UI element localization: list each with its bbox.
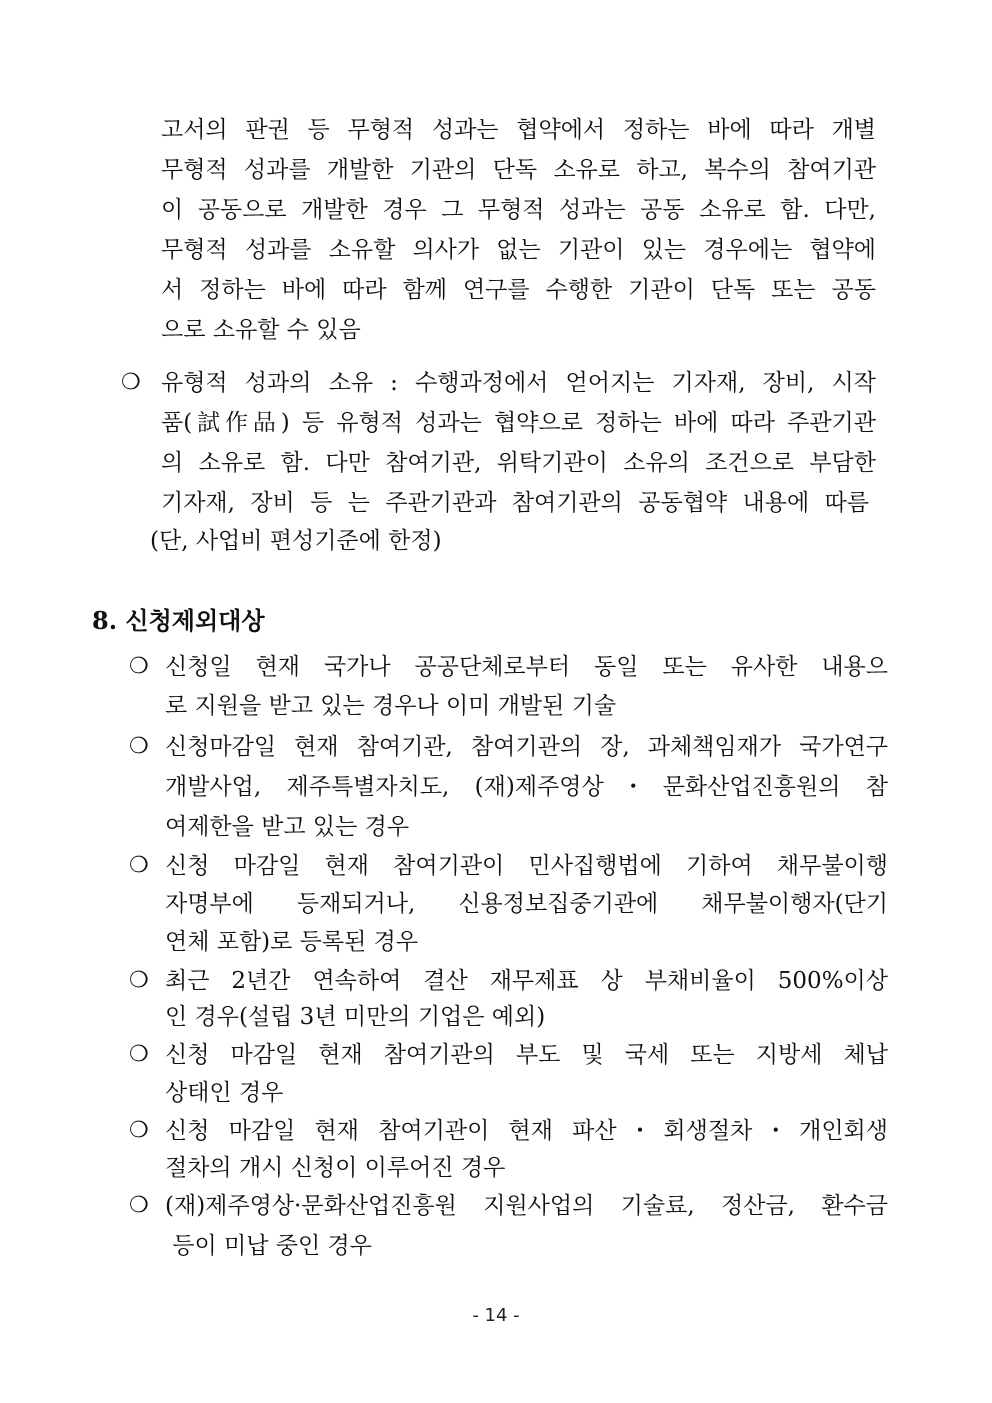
item-line: 연체 포함)로 등록된 경우 <box>165 929 419 955</box>
item-line: 등이 미납 중인 경우 <box>165 1233 372 1259</box>
item-line: 유형적 성과의 소유 : 수행과정에서 얻어지는 기자재, 장비, 시작 <box>161 370 876 396</box>
paragraph-line: 으로 소유할 수 있음 <box>161 317 361 343</box>
item-line: 여제한을 받고 있는 경우 <box>165 814 410 840</box>
item-line: 상태인 경우 <box>165 1080 284 1106</box>
paragraph-line: 고서의 판권 등 무형적 성과는 협약에서 정하는 바에 따라 개별 <box>161 117 876 143</box>
paragraph-line: 무형적 성과를 개발한 기관의 단독 소유로 하고, 복수의 참여기관 <box>161 157 876 183</box>
circle-bullet-icon: ❍ <box>129 734 149 759</box>
item-line: 기자재, 장비 등 는 주관기관과 참여기관의 공동협약 내용에 따름 <box>161 490 869 516</box>
circle-bullet-icon: ❍ <box>129 1193 149 1218</box>
paragraph-line: 서 정하는 바에 따라 함께 연구를 수행한 기관이 단독 또는 공동 <box>161 277 876 303</box>
item-line: 신청 마감일 현재 참여기관이 현재 파산・회생절차・개인회생 <box>165 1118 888 1144</box>
item-line: 신청 마감일 현재 참여기관의 부도 및 국세 또는 지방세 체납 <box>165 1042 888 1068</box>
item-line: 최근 2년간 연속하여 결산 재무제표 상 부채비율이 500%이상 <box>165 968 888 994</box>
paragraph-line: 무형적 성과를 소유할 의사가 없는 기관이 있는 경우에는 협약에 <box>161 237 876 263</box>
item-line: 절차의 개시 신청이 이루어진 경우 <box>165 1155 506 1181</box>
paragraph-line: 이 공동으로 개발한 경우 그 무형적 성과는 공동 소유로 함. 다만, <box>161 197 876 223</box>
item-line: 품(試作品) 등 유형적 성과는 협약으로 정하는 바에 따라 주관기관 <box>161 410 876 436</box>
circle-bullet-icon: ❍ <box>129 1118 149 1143</box>
item-line: 자명부에 등재되거나, 신용정보집중기관에 채무불이행자(단기 <box>165 891 888 917</box>
circle-bullet-icon: ❍ <box>129 654 149 679</box>
circle-bullet-icon: ❍ <box>121 370 141 395</box>
item-line: (재)제주영상·문화산업진흥원 지원사업의 기술료, 정산금, 환수금 <box>165 1193 888 1219</box>
section-heading: 8. 신청제외대상 <box>92 606 265 635</box>
page-number: - 14 - <box>472 1305 520 1326</box>
item-line: 신청 마감일 현재 참여기관이 민사집행법에 기하여 채무불이행 <box>165 853 888 879</box>
item-line: (단, 사업비 편성기준에 한정) <box>150 528 442 554</box>
circle-bullet-icon: ❍ <box>129 968 149 993</box>
item-line: 신청마감일 현재 참여기관, 참여기관의 장, 과체책임재가 국가연구 <box>165 734 888 760</box>
item-line: 신청일 현재 국가나 공공단체로부터 동일 또는 유사한 내용으 <box>165 654 888 680</box>
item-line: 개발사업, 제주특별자치도, (재)제주영상・문화산업진흥원의 참 <box>165 774 888 800</box>
circle-bullet-icon: ❍ <box>129 1042 149 1067</box>
item-line: 의 소유로 함. 다만 참여기관, 위탁기관이 소유의 조건으로 부담한 <box>161 450 876 476</box>
item-line: 로 지원을 받고 있는 경우나 이미 개발된 기술 <box>165 693 617 719</box>
item-line: 인 경우(설립 3년 미만의 기업은 예외) <box>165 1004 546 1030</box>
circle-bullet-icon: ❍ <box>129 853 149 878</box>
